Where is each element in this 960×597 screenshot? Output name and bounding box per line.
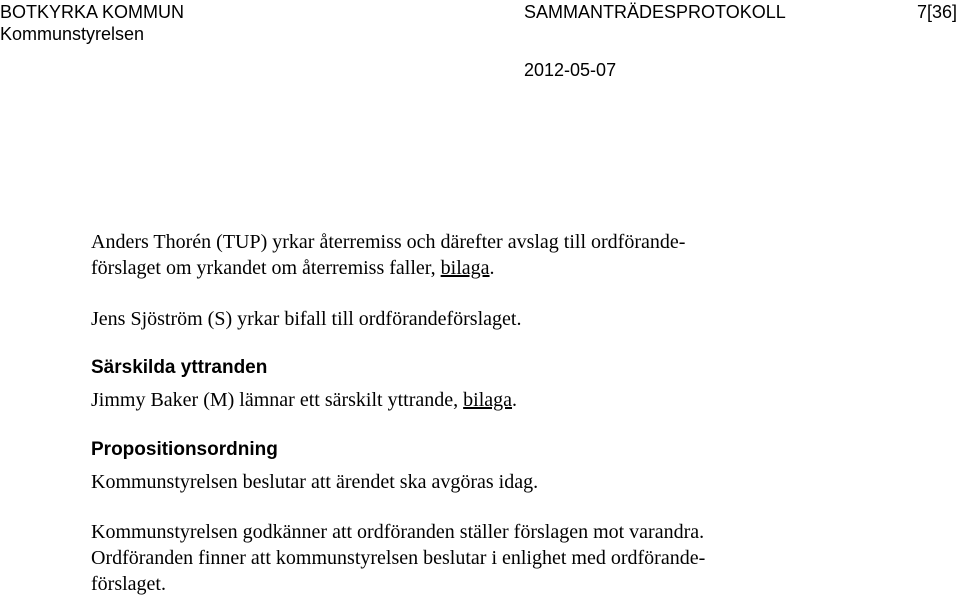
- attachment-link[interactable]: bilaga: [440, 257, 490, 279]
- department-name: Kommunstyrelsen: [0, 24, 145, 44]
- paragraph-line: Ordföranden finner att kommunstyrelsen beslutar i enlighet med ordförande-: [91, 547, 706, 569]
- paragraph-line: förslaget.: [91, 573, 166, 595]
- paragraph-line: Anders Thorén (TUP) yrkar återremiss och därefter avslag till ordförande-: [91, 231, 686, 253]
- paragraph-line: Kommunstyrelsen godkänner att ordföranden ställer förslagen mot varandra.: [91, 521, 705, 543]
- paragraph-motion-sjostrom: Jens Sjöström (S) yrkar bifall till ordförandeförslaget.: [91, 308, 522, 330]
- paragraph-motion-thoren: [91, 229, 951, 281]
- organization-name: BOTKYRKA KOMMUN: [0, 2, 185, 22]
- paragraph-decision-today: Kommunstyrelsen beslutar att ärendet ska avgöras idag.: [91, 471, 539, 493]
- punctuation: .: [489, 257, 495, 279]
- section-heading-sarskilda-yttranden: Särskilda yttranden: [91, 357, 268, 378]
- meeting-date: 2012-05-07: [524, 60, 617, 80]
- paragraph-text: Jimmy Baker (M) lämnar ett särskilt yttrande,: [91, 389, 464, 411]
- page-number: 7[36]: [916, 2, 957, 22]
- paragraph-statement-baker: [91, 387, 951, 413]
- paragraph-line: [91, 255, 951, 281]
- paragraph-proposition-order: [91, 519, 951, 597]
- section-heading-propositionsordning: Propositionsordning: [91, 439, 278, 460]
- document-type: SAMMANTRÄDESPROTOKOLL: [524, 2, 786, 22]
- attachment-link[interactable]: bilaga: [463, 389, 513, 411]
- paragraph-text: förslaget om yrkandet om återremiss faller,: [91, 257, 441, 279]
- punctuation: .: [512, 389, 518, 411]
